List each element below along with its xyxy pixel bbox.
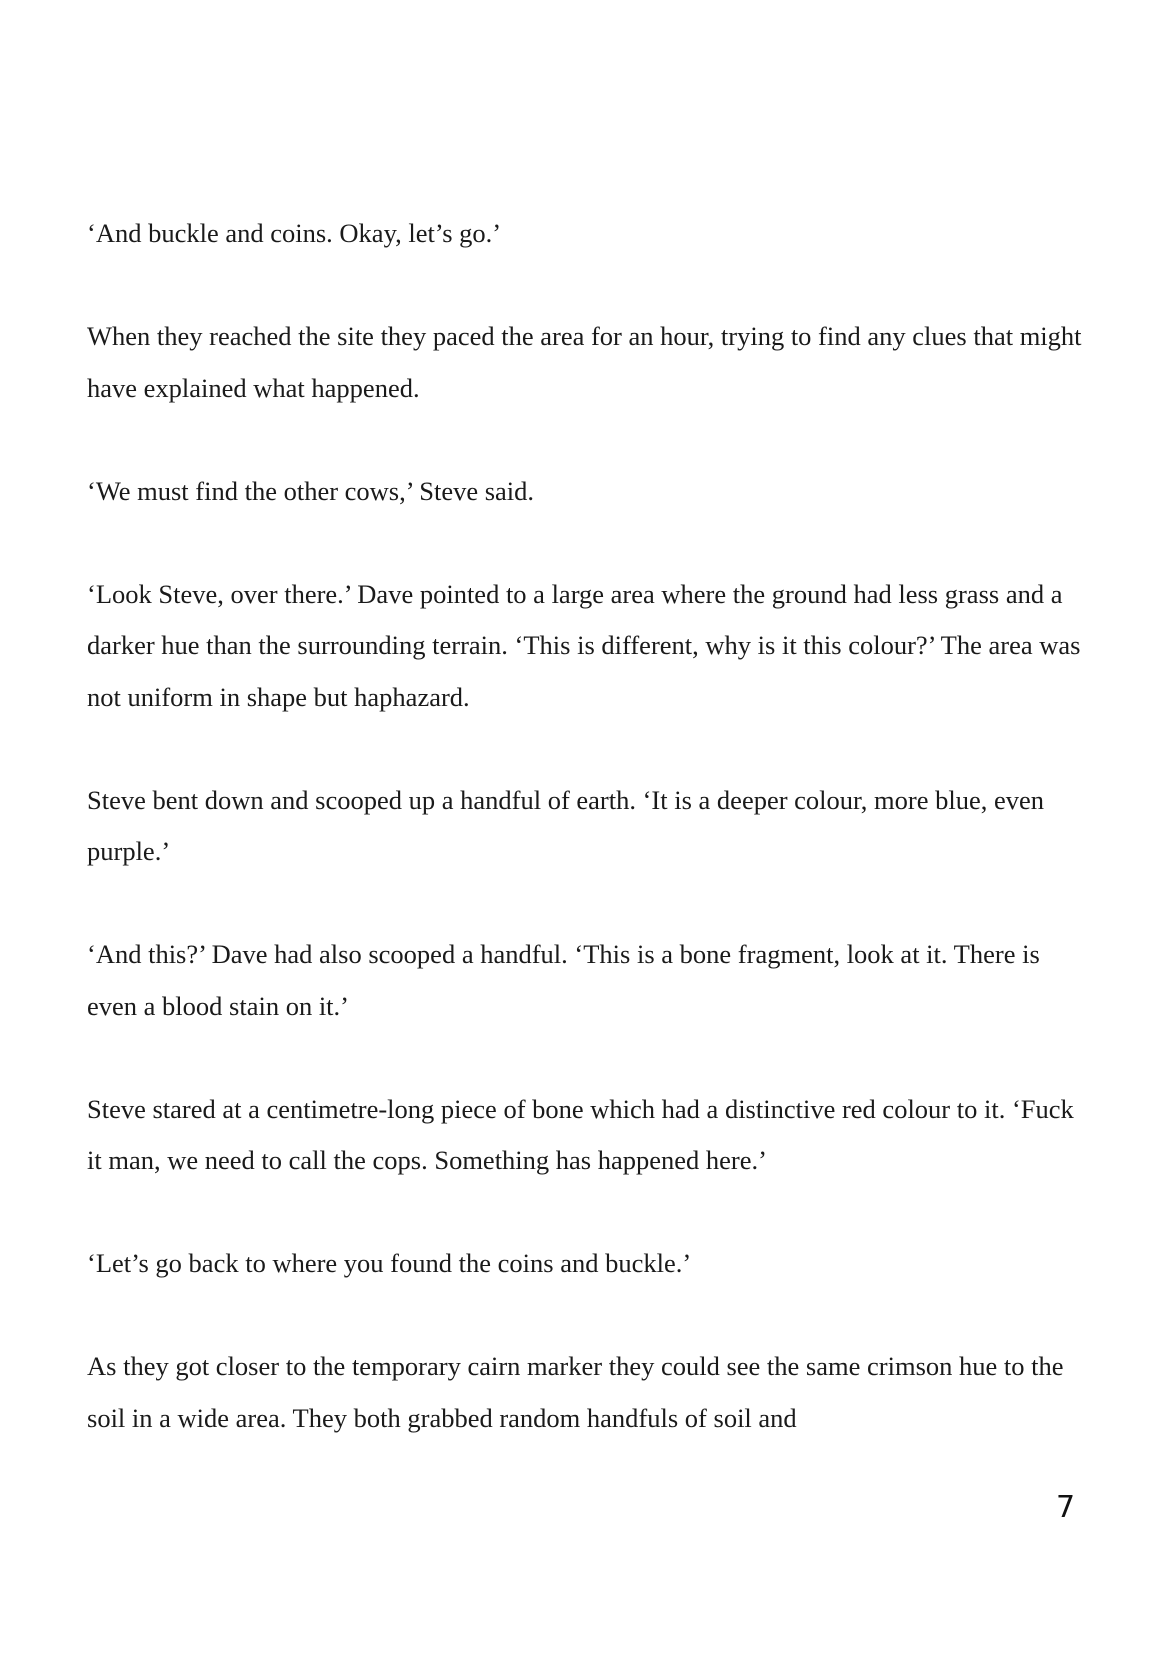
paragraph-5: Steve bent down and scooped up a handful of earth. ‘It is a deeper colour, more blue, even purple.’ bbox=[87, 784, 1045, 866]
paragraph-4: ‘Look Steve, over there.’ Dave pointed to a large area where the ground had less grass and a darker hue than the surrounding terrain. ‘This is different, why is it this colour?’ The area was not uniform in shape but haphazard. bbox=[87, 578, 1081, 712]
paragraph-1: ‘And buckle and coins. Okay, let’s go.’ bbox=[87, 218, 502, 248]
body-text bbox=[87, 208, 1087, 1496]
paragraph-6: ‘And this?’ Dave had also scooped a handful. ‘This is a bone fragment, look at it. There is even a blood stain on it.’ bbox=[87, 939, 1040, 1021]
paragraph-8: ‘Let’s go back to where you found the coins and buckle.’ bbox=[87, 1248, 692, 1278]
paragraph-2: When they reached the site they paced the area for an hour, trying to find any clues that might have explained what happened. bbox=[87, 321, 1082, 403]
page-number: 7 bbox=[1056, 1490, 1076, 1525]
paragraph-3: ‘We must find the other cows,’ Steve said. bbox=[87, 475, 535, 506]
paragraph-9: As they got closer to the temporary cairn marker they could see the same crimson hue to the soil in a wide area. They both grabbed random handfuls of soil and bbox=[87, 1351, 1064, 1433]
paragraph-7: Steve stared at a centimetre-long piece of bone which had a distinctive red colour to it. ‘Fuck it man, we need to call the cops. Something has happened here.’ bbox=[87, 1093, 1074, 1175]
